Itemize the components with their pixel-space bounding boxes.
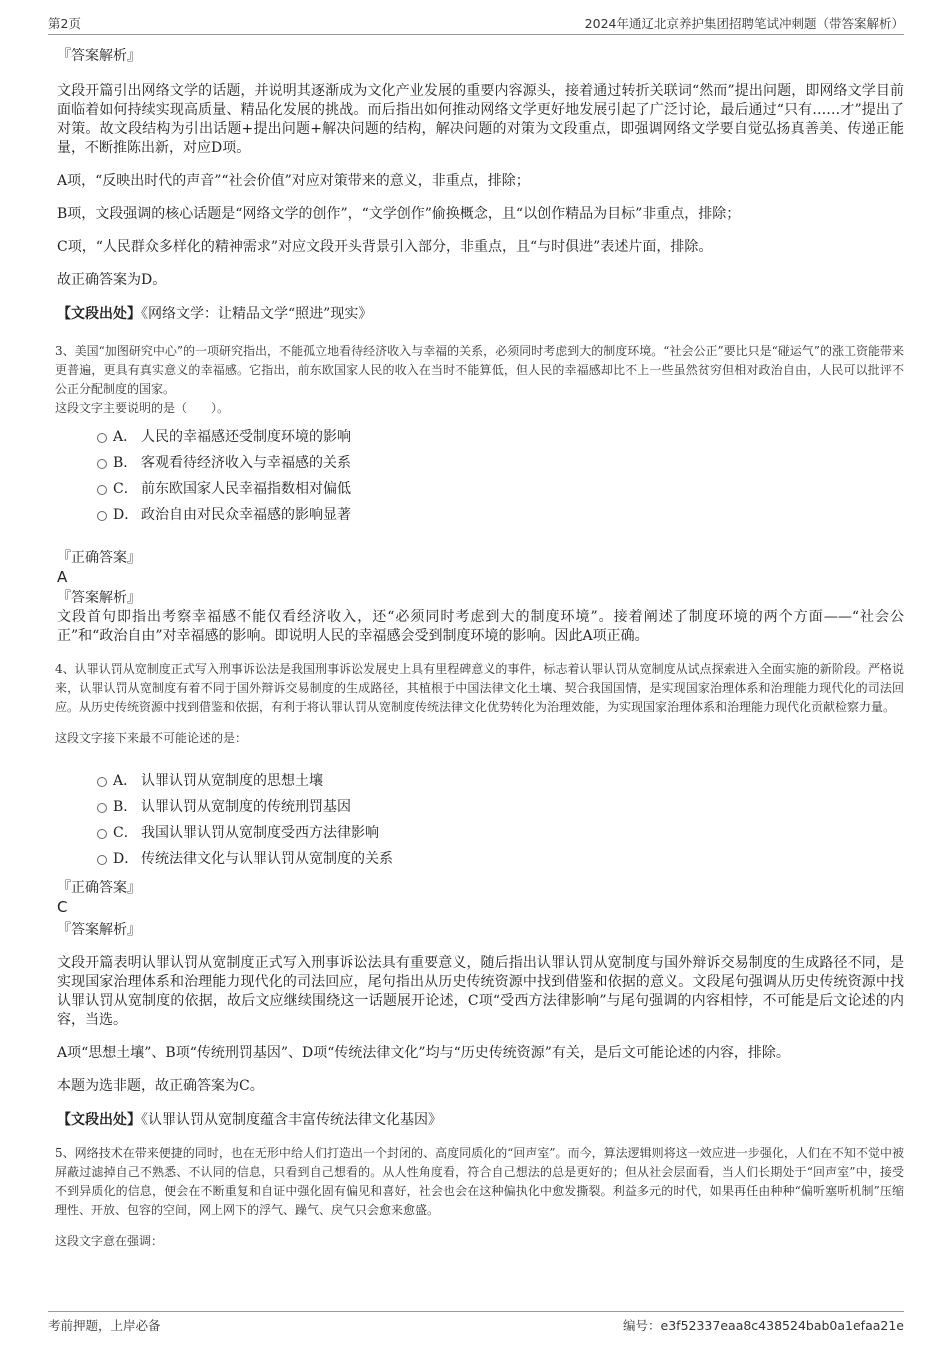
page-content: [55, 44, 904, 1251]
option-letter: A．: [113, 429, 138, 445]
option-a[interactable]: [55, 424, 904, 450]
option-letter: D．: [113, 851, 139, 867]
radio-button[interactable]: [97, 803, 107, 813]
option-list: [55, 424, 904, 528]
option-text: 认罪认罚从宽制度的传统刑罚基因: [141, 799, 351, 815]
option-text: 认罪认罚从宽制度的思想土壤: [141, 773, 323, 789]
question-5: [55, 1144, 904, 1251]
radio-button[interactable]: [97, 855, 107, 865]
analysis-paragraph: C项，“人民群众多样化的精神需求”对应文段开头背景引入部分，非重点，且“与时俱进”表述片面，排除。: [57, 239, 713, 255]
source-title: 《网络文学：让精品文学“照进”现实》: [141, 306, 373, 322]
answer-title: 『正确答案』: [57, 880, 141, 896]
option-letter: C．: [113, 481, 138, 497]
page-header: [48, 12, 904, 35]
analysis-paragraph: 文段首句即指出考察幸福感不能仅看经济收入，还“必须同时考虑到大的制度环境”。接着阐述了制度环境的两个方面——“社会公正”和“政治自由”对幸福感的影响。即说明人民的幸福感会受到制度环境的影响。因此A项正确。: [57, 609, 904, 644]
analysis-paragraph: B项，文段强调的核心话题是“网络文学的创作”，“文学创作”偷换概念，且“以创作精品为目标”非重点，排除；: [57, 206, 741, 222]
document-title: 2024年通辽北京养护集团招聘笔试冲刺题（带答案解析）: [584, 16, 904, 31]
analysis-paragraph: A项“思想土壤”、B项“传统刑罚基因”、D项“传统法律文化”均与“历史传统资源”有关，是后文可能论述的内容，排除。: [57, 1045, 790, 1061]
question-stem: 4、认罪认罚从宽制度正式写入刑事诉讼法是我国刑事诉讼发展史上具有里程碑意义的事件，标志着认罪认罚从宽制度从试点探索进入全面实施的新阶段。严格说来，认罪认罚从宽制度有着不同于国外辩诉交易制度的生成路径，其植根于中国法律文化土壤、契合我国国情，是实现国家治理体系和治理能力现代化的司法回应。从历史传统资源中找到借鉴和依据，有利于将认罪认罚从宽制度传统法律文化优势转化为治理效能，为实现国家治理体系和治理能力现代化贡献检察力量。: [55, 662, 904, 714]
option-text: 传统法律文化与认罪认罚从宽制度的关系: [141, 851, 393, 867]
question-stem: 5、网络技术在带来便捷的同时，也在无形中给人们打造出一个封闭的、高度同质化的“回声室”。而今，算法逻辑则将这一效应进一步强化，人们在不知不觉中被屏蔽过滤掉自己不熟悉、不认同的信息，只看到自己想看的。从人性角度看，符合自己想法的总是更好的；但从社会层面看，当人们长期处于“回声室”中，接受不到异质化的信息，便会在不断重复和自证中强化固有偏见和喜好，社会也会在这种偏执化中愈发撕裂。利益多元的时代，如果再任由种种“偏听塞听机制”压缩理性、开放、包容的空间，网上网下的浮气、躁气、戾气只会愈来愈盛。: [55, 1146, 904, 1217]
radio-button[interactable]: [97, 485, 107, 495]
analysis-paragraph: 文段开篇引出网络文学的话题，并说明其逐渐成为文化产业发展的重要内容源头，接着通过转折关联词“然而”提出问题，即网络文学目前面临着如何持续实现高质量、精品化发展的挑战。而后指出如何推动网络文学更好地发展引起了广泛讨论，最后通过“只有……才”提出了对策。故文段结构为引出话题+提出问题+解决问题的结构，解决问题的对策为文段重点，即强调网络文学要自觉弘扬真善美、传递正能量，不断推陈出新，对应D项。: [57, 83, 904, 156]
option-text: 我国认罪认罚从宽制度受西方法律影响: [141, 825, 379, 841]
radio-button[interactable]: [97, 433, 107, 443]
option-b[interactable]: [55, 450, 904, 476]
analysis-title: 『答案解析』: [57, 48, 141, 64]
source-citation: [57, 304, 904, 324]
correct-answer: A: [57, 568, 68, 586]
analysis-paragraph: 本题为选非题，故正确答案为C。: [57, 1078, 264, 1094]
option-list: [55, 768, 904, 872]
analysis-paragraph: A项，“反映出时代的声音”“社会价值”对应对策带来的意义，非重点，排除；: [57, 173, 530, 189]
analysis-title: 『答案解析』: [57, 922, 141, 938]
page-number: 第2页: [48, 16, 81, 31]
question-4: [55, 660, 904, 1130]
option-letter: D．: [113, 507, 139, 523]
option-letter: B．: [113, 799, 138, 815]
radio-button[interactable]: [97, 511, 107, 521]
option-letter: A．: [113, 773, 138, 789]
option-letter: B．: [113, 455, 138, 471]
option-text: 人民的幸福感还受制度环境的影响: [141, 429, 351, 445]
source-label: 【文段出处】: [57, 306, 141, 322]
option-d[interactable]: [55, 846, 904, 872]
correct-answer: C: [57, 898, 68, 916]
option-c[interactable]: [55, 476, 904, 502]
option-a[interactable]: [55, 768, 904, 794]
option-text: 前东欧国家人民幸福指数相对偏低: [141, 481, 351, 497]
question-2-analysis: [55, 46, 904, 324]
source-citation: [57, 1110, 904, 1130]
document-code: 编号：e3f52337eaa8c438524bab0a1efaa21e: [623, 1318, 904, 1333]
question-prompt: 这段文字意在强调：: [55, 1234, 164, 1248]
option-text: 客观看待经济收入与幸福感的关系: [141, 455, 351, 471]
source-label: 【文段出处】: [57, 1112, 141, 1128]
option-d[interactable]: [55, 502, 904, 528]
radio-button[interactable]: [97, 777, 107, 787]
analysis-title: 『答案解析』: [57, 590, 141, 606]
radio-button[interactable]: [97, 829, 107, 839]
footer-slogan: 考前押题，上岸必备: [48, 1318, 161, 1333]
analysis-paragraph: 文段开篇表明认罪认罚从宽制度正式写入刑事诉讼法具有重要意义，随后指出认罪认罚从宽制度与国外辩诉交易制度的生成路径不同，是实现国家治理体系和治理能力现代化的司法回应，尾句指出从历史传统资源中找到借鉴和依据的意义。文段尾句强调从历史传统资源中找认罪认罚从宽制度的依据，故后文应继续围绕这一话题展开论述，C项“受西方法律影响”与尾句强调的内容相悖，不可能是后文论述的内容，当选。: [57, 955, 904, 1028]
option-c[interactable]: [55, 820, 904, 846]
analysis-paragraph: 故正确答案为D。: [57, 272, 167, 288]
source-title: 《认罪认罚从宽制度蕴含丰富传统法律文化基因》: [141, 1112, 442, 1128]
option-text: 政治自由对民众幸福感的影响显著: [141, 507, 351, 523]
answer-title: 『正确答案』: [57, 550, 141, 566]
question-prompt: 这段文字主要说明的是（ ）。: [55, 401, 230, 415]
question-prompt: 这段文字接下来最不可能论述的是：: [55, 731, 248, 745]
question-stem: 3、美国“加图研究中心”的一项研究指出，不能孤立地看待经济收入与幸福的关系，必须同时考虑到大的制度环境。“社会公正”要比只是“碰运气”的涨工资能带来更普遍，更具有真实意义的幸福感。它指出，前东欧国家人民的收入在当时不能算低，但人民的幸福感却比不上一些虽然贫穷但相对政治自由，人民可以批评不公正分配制度的国家。: [55, 344, 904, 396]
option-letter: C．: [113, 825, 138, 841]
option-b[interactable]: [55, 794, 904, 820]
page-footer: [48, 1311, 904, 1336]
question-3: [55, 342, 904, 646]
radio-button[interactable]: [97, 459, 107, 469]
